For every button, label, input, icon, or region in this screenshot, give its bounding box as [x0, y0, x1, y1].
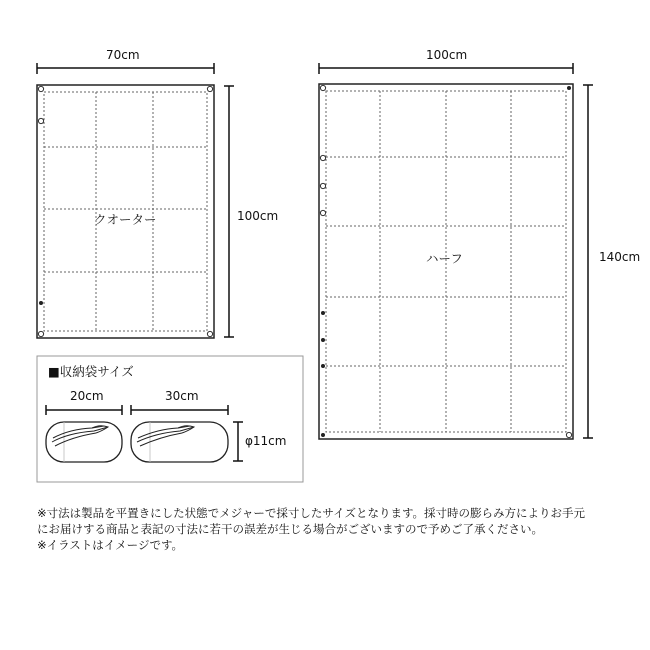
bag-size-title: ■収納袋サイズ: [48, 364, 134, 379]
note-line: にお届けする商品と表記の寸法に若干の誤差が生じる場合がございますので予めご了承ください。: [37, 522, 543, 536]
bag-diameter-label: φ11cm: [245, 434, 287, 448]
quarter-size-label: クオーター: [94, 212, 157, 227]
note-line: ※寸法は製品を平置きにした状態でメジャーで採寸したサイズとなります。採寸時の膨らみ方によりお手元: [37, 506, 586, 520]
quarter-height-label: 100cm: [237, 209, 279, 223]
bag-large-width-label: 30cm: [165, 389, 199, 403]
quarter-height-dimension: [224, 86, 234, 337]
small-bag-illustration: [46, 422, 122, 462]
half-width-label: 100cm: [426, 48, 468, 62]
quarter-width-label: 70cm: [106, 48, 140, 62]
large-bag-illustration: [131, 422, 228, 462]
notes-block: [37, 505, 637, 553]
bag-small-width-label: 20cm: [70, 389, 104, 403]
quarter-width-dimension: [37, 63, 214, 74]
half-width-dimension: [319, 63, 573, 74]
half-height-label: 140cm: [599, 250, 641, 264]
half-size-label: ハーフ: [426, 251, 463, 266]
half-height-dimension: [583, 85, 593, 438]
note-line: ※イラストはイメージです。: [37, 538, 184, 552]
